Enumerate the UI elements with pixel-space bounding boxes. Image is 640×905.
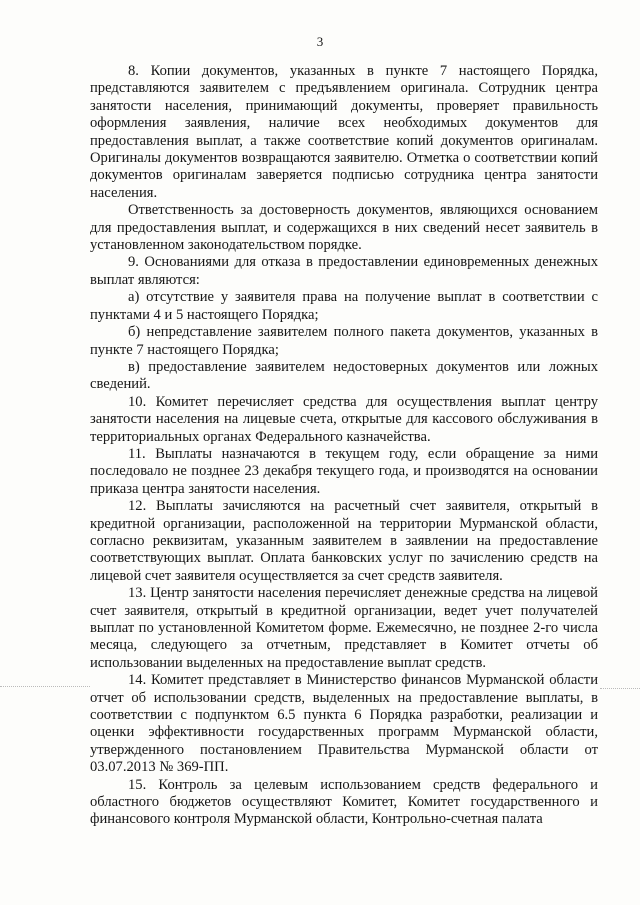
paragraph-14: 14. Комитет представляет в Министерство финансов Мурманской области отчет об использовании средств, выделенных на предоставление выплаты, в соответствии с подпунктом 6.5 пункта 6 Порядка разработки, реализации и оценки эффективности государственных программ Мурманской области, утвержденного постановлением Правительства Мурманской области от 03.07.2013 № 369-ПП.: [90, 672, 598, 776]
scan-artifact-right: [600, 688, 640, 690]
paragraph-15: 15. Контроль за целевым использованием средств федерального и областного бюджетов осуществляют Комитет, Комитет государственного и финансового контроля Мурманской области, Контрольно-счетная палата: [90, 776, 598, 828]
paragraph-9v: в) предоставление заявителем недостоверных документов или ложных сведений.: [90, 358, 598, 393]
paragraph-9b: б) непредставление заявителем полного пакета документов, указанных в пункте 7 настоящего Порядка;: [90, 324, 598, 358]
paragraph-9a: а) отсутствие у заявителя права на получение выплат в соответствии с пунктами 4 и 5 настоящего Порядка;: [90, 289, 598, 323]
paragraph-8: 8. Копии документов, указанных в пункте 7 настоящего Порядка, представляются заявителем с предъявлением оригинала. Сотрудник центра занятости населения, принимающий документы, проверяет правильность оформления заявления, наличие всех необходимых документов для предоставления выплат, а также соответствие копий документов оригиналам. Оригиналы документов возвращаются заявителю. Отметка о соответствии копий документов оригиналам заверяется подписью сотрудника центра занятости населения.: [90, 63, 598, 201]
document-body: [90, 63, 598, 829]
paragraph-12: 12. Выплаты зачисляются на расчетный счет заявителя, открытый в кредитной организации, расположенной на территории Мурманской области, согласно реквизитам, указанным заявителем в заявлении на предоставление соответствующих выплат. Оплата банковских услуг по зачислению средств на лицевой счет заявителя осуществляется за счет средств заявителя.: [90, 498, 598, 584]
paragraph-10: 10. Комитет перечисляет средства для осуществления выплат центру занятости населения на лицевые счета, открытые для кассового обслуживания в территориальных органах Федерального казначейства.: [90, 393, 598, 445]
page-number: 3: [316, 34, 324, 49]
paragraph-13: 13. Центр занятости населения перечисляет денежные средства на лицевой счет заявителя, открытый в кредитной организации, ведет учет получателей выплат по установленной Комитетом форме. Ежемесячно, не позднее 2-го числа месяца, следующего за отчетным, представляет в Комитет отчеты об использовании выделенных на предоставление выплат средств.: [90, 585, 598, 671]
paragraph-9: 9. Основаниями для отказа в предоставлении единовременных денежных выплат являются:: [90, 254, 598, 288]
paragraph-responsibility: Ответственность за достоверность документов, являющихся основанием для предоставления выплат, и содержащихся в них сведений несет заявитель в установленном законодательством порядке.: [90, 202, 598, 254]
scan-artifact-left: [0, 686, 90, 688]
paragraph-11: 11. Выплаты назначаются в текущем году, если обращение за ними последовало не позднее 23 декабря текущего года, и производятся на основании приказа центра занятости населения.: [90, 445, 598, 497]
